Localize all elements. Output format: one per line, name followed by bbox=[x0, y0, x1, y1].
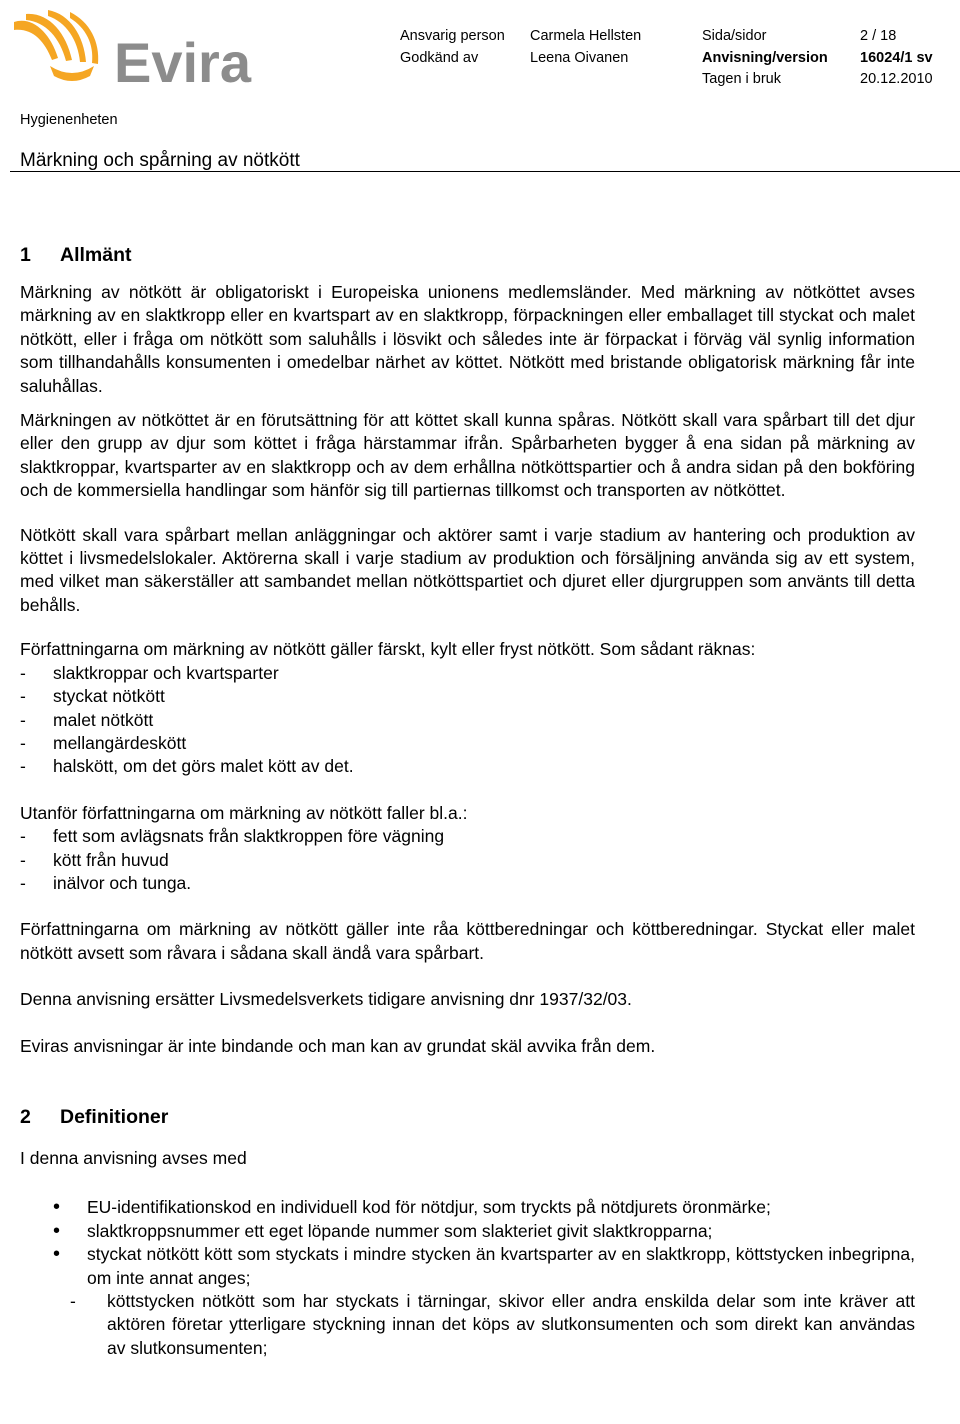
evira-logo bbox=[10, 10, 260, 90]
definition-item: • styckat nötkött kött som styckats i mindre stycken än kvartsparter av en slaktkropp, köttstycken inbegripna, om inte annat anges; bbox=[20, 1243, 915, 1290]
pages-label: Sida/sidor bbox=[702, 28, 767, 44]
approved-label: Godkänd av bbox=[400, 50, 479, 66]
responsible-label: Ansvarig person bbox=[400, 28, 505, 44]
paragraph: Märkning av nötkött är obligatoriskt i Europeiska unionens medlemsländer. Med märkning av nötköttet avses märkning av en slaktkropp eller en kvartspart av en slaktkropp, förpackningen eller emballaget till styckat och malet nötkött, eller i fråga om nötkött som saluhålls i lösvikt och således inte är förpackat i förväg väl synlig information som tillhandahålls konsumenten i omedelbar närhet av köttet. Nötkött med bristande obligatorisk märkning får inte saluhållas. bbox=[20, 282, 915, 396]
list-item: - styckat nötkött bbox=[20, 685, 915, 708]
list-item: - malet nötkött bbox=[20, 709, 915, 732]
definition-sub-item: - köttstycken nötkött som har styckats i tärningar, skivor eller andra enskilda delar som inte kräver att aktören företar ytterligare styckning innan det köps av slutkonsumenten och som direkt kan användas av slutkonsumenten; bbox=[20, 1290, 915, 1360]
responsible-value: Carmela Hellsten bbox=[530, 28, 642, 44]
paragraph: Nötkött skall vara spårbart mellan anläggningar och aktörer samt i varje stadium av hantering och produktion av köttet i livsmedelslokaler. Aktörerna skall i varje stadium av produktion och försäljning använda sig av ett system, med vilket man säkerställer att sambandet mellan nötköttspartiet och djuret eller djurgruppen som använts till detta behålls. bbox=[20, 524, 915, 615]
list-item: - kött från huvud bbox=[20, 849, 915, 872]
definition-item: • EU-identifikationskod en individuell kod för nötdjur, som tryckts på nötdjurets öronmärke; bbox=[20, 1196, 915, 1219]
version-value: 16024/1 sv bbox=[860, 50, 933, 66]
excluded-products-list bbox=[20, 825, 915, 895]
approved-value: Leena Oivanen bbox=[530, 50, 629, 66]
pages-value: 2 / 18 bbox=[860, 28, 897, 44]
definition-item: • slaktkroppsnummer ett eget löpande nummer som slakteriet givit slaktkropparna; bbox=[20, 1220, 915, 1243]
list-item: - halskött, om det görs malet kött av det. bbox=[20, 755, 915, 778]
unit-name: Hygienenheten bbox=[20, 112, 118, 128]
effective-value: 20.12.2010 bbox=[860, 71, 933, 87]
section-2-title: Definitioner bbox=[60, 1105, 169, 1128]
section-1-heading bbox=[20, 240, 915, 270]
list-item: - slaktkroppar och kvartsparter bbox=[20, 662, 915, 685]
section-2-number: 2 bbox=[20, 1105, 31, 1128]
paragraph: Författningarna om märkning av nötkött gäller färskt, kylt eller fryst nötkött. Som sådant räknas: bbox=[20, 639, 756, 660]
evira-logo-graphic bbox=[10, 10, 260, 90]
paragraph: Eviras anvisningar är inte bindande och man kan av grundat skäl avvika från dem. bbox=[20, 1035, 656, 1056]
paragraph: Märkningen av nötköttet är en förutsättning för att köttet skall kunna spåras. Nötkött skall vara spårbart till det djur eller den grupp av djur som köttet i fråga härstammar ifrån. Spårbarheten bygger å ena sidan på märkning av slaktkroppar, kvartsparter av en slaktkropp och av dem erhållna nötköttspartier och å andra sidan på den bokföring och de kommersiella handlingar som hänför sig till partiernas tillkomst och transporten av nötköttet. bbox=[20, 410, 915, 501]
section-2-heading bbox=[20, 1102, 915, 1132]
effective-label: Tagen i bruk bbox=[702, 71, 781, 87]
paragraph: Utanför författningarna om märkning av nötkött faller bl.a.: bbox=[20, 802, 468, 823]
version-label: Anvisning/version bbox=[702, 50, 828, 66]
covered-products-list bbox=[20, 662, 915, 779]
section-1-title: Allmänt bbox=[60, 244, 132, 266]
evira-wordmark: Evira bbox=[114, 31, 251, 90]
list-item: - inälvor och tunga. bbox=[20, 872, 915, 895]
paragraph: I denna anvisning avses med bbox=[20, 1147, 247, 1168]
paragraph: Denna anvisning ersätter Livsmedelsverkets tidigare anvisning dnr 1937/32/03. bbox=[20, 989, 632, 1010]
list-item: - mellangärdeskött bbox=[20, 732, 915, 755]
document-title: Märkning och spårning av nötkött bbox=[20, 150, 300, 171]
document-body bbox=[20, 240, 915, 1360]
header-divider bbox=[10, 171, 960, 172]
list-item: - fett som avlägsnats från slaktkroppen före vägning bbox=[20, 825, 915, 848]
definitions-list bbox=[20, 1196, 915, 1360]
paragraph: Författningarna om märkning av nötkött gäller inte råa köttberedningar och köttberedningar. Styckat eller malet nötkött avsett som råvara i sådana skall ändå vara spårbart. bbox=[20, 919, 915, 963]
section-1-number: 1 bbox=[20, 244, 31, 266]
